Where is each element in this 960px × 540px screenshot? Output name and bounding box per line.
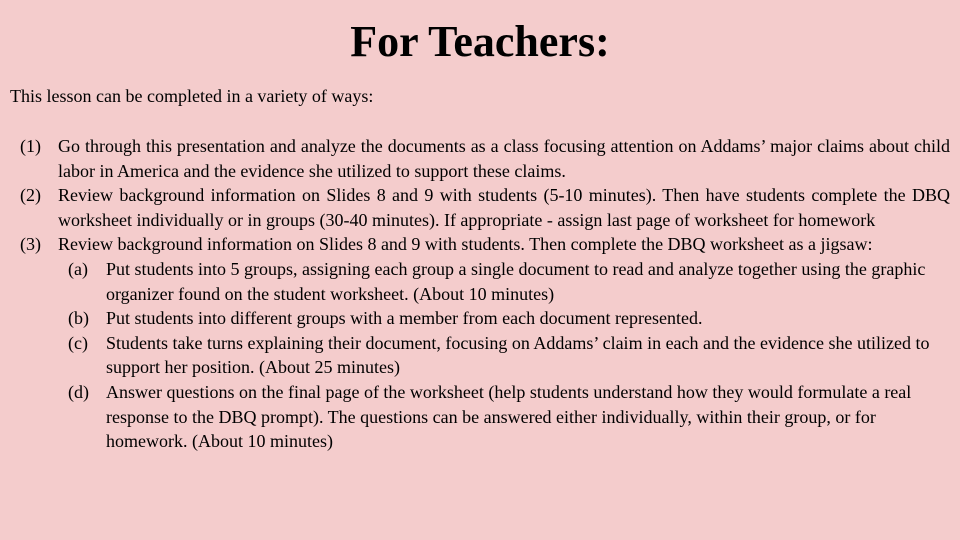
sublist-item-text: Students take turns explaining their document, focusing on Addams’ claim in each and the evidence she utilized to support her position. (About 25 minutes) xyxy=(106,332,930,378)
intro-text: This lesson can be completed in a variety of ways: xyxy=(10,86,374,106)
list-item-text: Review background information on Slides 8 and 9 with students. Then complete the DBQ worksheet as a jigsaw: xyxy=(58,234,873,255)
list-item-text: Review background information on Slides 8 and 9 with students (5-10 minutes). Then have students complete the DBQ worksheet individually or in groups (30-40 minutes). If appropriate - assign last page of worksheet for homework xyxy=(58,185,950,230)
sublist-item-c xyxy=(68,331,950,380)
sublist-item-a xyxy=(68,257,950,306)
lettered-sublist xyxy=(68,257,950,454)
list-item-3 xyxy=(20,232,950,257)
sublist-item-text: Answer questions on the final page of the worksheet (help students understand how they would formulate a real response to the DBQ prompt). The questions can be answered either individually, within their group, or for homework. (About 10 minutes) xyxy=(106,381,912,452)
list-item-number: (3) xyxy=(20,234,41,255)
sublist-item-letter: (d) xyxy=(68,381,89,402)
slide-title: For Teachers: xyxy=(350,17,610,66)
sublist-item-letter: (c) xyxy=(68,332,88,353)
sublist-item-b xyxy=(68,306,950,331)
sublist-item-text: Put students into 5 groups, assigning each group a single document to read and analyze together using the graphic organizer found on the student worksheet. (About 10 minutes) xyxy=(106,258,926,304)
list-item-1 xyxy=(20,134,950,183)
sublist-item-text: Put students into different groups with a member from each document represented. xyxy=(106,308,703,329)
sublist-item-letter: (b) xyxy=(68,308,89,329)
sublist-item-d xyxy=(68,380,950,454)
list-item-number: (2) xyxy=(20,185,41,206)
sublist-item-letter: (a) xyxy=(68,258,88,279)
list-item-2 xyxy=(20,183,950,232)
list-item-number: (1) xyxy=(20,136,41,156)
list-item-text: Go through this presentation and analyze the documents as a class focusing attention on Addams’ major claims about child labor in America and the evidence she utilized to support these claims. xyxy=(58,136,950,181)
numbered-list xyxy=(20,134,950,454)
